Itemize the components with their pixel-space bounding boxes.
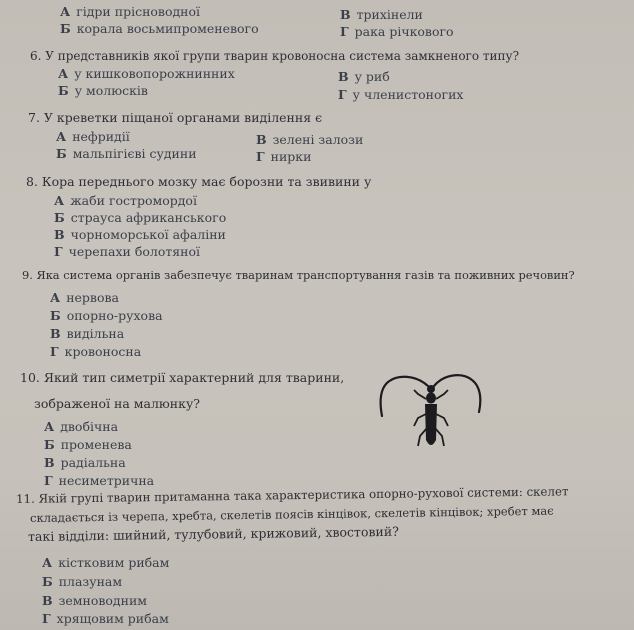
beetle-head — [427, 385, 435, 393]
beetle-leg — [418, 428, 427, 446]
option-letter: Б — [42, 574, 53, 589]
option-text: несиметрична — [58, 473, 155, 488]
q10-option-b — [44, 439, 132, 452]
option-text: у кишковопорожнинних — [74, 66, 235, 81]
option-letter: Б — [54, 210, 65, 225]
option-letter: В — [256, 132, 267, 147]
option-text: кровоносна — [64, 344, 142, 359]
option-text: жаби гостромордої — [70, 193, 197, 208]
option-text: рака річкового — [354, 24, 454, 39]
question-6: 6. У представників якої групи тварин кровоносна система замкненого типу? — [30, 49, 520, 63]
q9-option-v — [50, 328, 124, 341]
question-11-line-2: складається із черепа, хребта, скелетів поясів кінцівок, скелетів кінцівок; хребет має — [29, 503, 554, 525]
option-letter: Б — [56, 146, 67, 161]
option-letter: Г — [338, 87, 347, 102]
q9-option-g — [50, 346, 141, 359]
option-letter: А — [54, 193, 65, 208]
option-text: страуса африканського — [70, 210, 227, 225]
option-letter: Г — [340, 24, 349, 39]
option-text: у риб — [354, 69, 390, 84]
option-letter: А — [50, 290, 61, 305]
beetle-leg — [414, 390, 426, 399]
beetle-leg — [414, 414, 426, 426]
question-10-line-2: зображеної на малюнку? — [34, 396, 201, 411]
option-letter: А — [60, 4, 71, 19]
option-letter: Б — [58, 83, 69, 98]
q9-option-b — [50, 310, 163, 323]
option-letter: Г — [50, 344, 59, 359]
beetle-illustration — [376, 370, 486, 460]
q11-option-b — [42, 576, 122, 589]
option-text: у членистоногих — [352, 87, 464, 102]
option-text: нефридії — [72, 129, 130, 144]
option-letter: Г — [256, 149, 265, 164]
option-text: зелені залози — [272, 132, 364, 147]
option-letter: В — [44, 455, 55, 470]
question-11-line-1: 11. Якій групі тварин притаманна така характеристика опорно-рухової системи: скелет — [15, 484, 569, 506]
q7-option-v — [256, 134, 363, 147]
q6-option-v — [338, 71, 390, 84]
option-letter: В — [338, 69, 349, 84]
option-text: у молюсків — [74, 83, 148, 98]
option-text: променева — [60, 437, 132, 452]
option-letter: Б — [44, 437, 55, 452]
option-letter: Г — [44, 473, 53, 488]
option-letter: Б — [50, 308, 61, 323]
option-text: опорно-рухова — [66, 308, 163, 323]
top-option-b — [60, 23, 259, 36]
question-9: 9. Яка система органів забезпечує тваринам транспортування газів та поживних речовин? — [22, 268, 575, 282]
option-letter: А — [58, 66, 69, 81]
option-letter: А — [56, 129, 67, 144]
top-option-a — [60, 6, 200, 19]
q8-option-v — [54, 229, 226, 242]
option-letter: Г — [54, 244, 63, 259]
q8-option-b — [54, 212, 226, 225]
option-letter: В — [54, 227, 65, 242]
top-option-g — [340, 26, 454, 39]
beetle-leg — [436, 390, 448, 399]
option-letter: А — [44, 419, 55, 434]
option-text: чорноморської афаліни — [70, 227, 226, 242]
top-option-v — [340, 9, 423, 22]
q6-option-b — [58, 85, 148, 98]
option-text: видільна — [66, 326, 125, 341]
q7-option-a — [56, 131, 130, 144]
q10-option-a — [44, 421, 118, 434]
beetle-leg — [436, 414, 448, 426]
q11-option-v — [42, 595, 147, 608]
option-text: радіальна — [60, 455, 126, 470]
option-text: черепахи болотяної — [68, 244, 201, 259]
question-8: 8. Кора переднього мозку має борозни та звивини у — [26, 174, 372, 189]
q8-option-a — [54, 195, 197, 208]
option-letter: Б — [60, 21, 71, 36]
option-text: мальпігієві судини — [72, 146, 197, 161]
q11-option-a — [42, 557, 169, 570]
q7-option-b — [56, 148, 197, 161]
q11-option-g — [42, 613, 169, 626]
option-text: нервова — [66, 290, 119, 305]
option-text: земноводним — [58, 593, 148, 608]
option-letter: В — [340, 7, 351, 22]
question-11-line-3: такі відділи: шийний, тулубовий, крижовий, хвостовий? — [27, 523, 399, 544]
beetle-thorax — [426, 393, 436, 404]
q8-option-g — [54, 246, 200, 259]
option-letter: А — [42, 555, 53, 570]
beetle-leg — [435, 428, 444, 446]
q10-option-g — [44, 475, 154, 488]
question-10-line-1: 10. Який тип симетрії характерний для тварини, — [20, 370, 345, 385]
q6-option-a — [58, 68, 235, 81]
q10-option-v — [44, 457, 126, 470]
option-text: корала восьмипроменевого — [76, 21, 259, 36]
option-text: хрящовим рибам — [56, 611, 169, 626]
q7-option-g — [256, 151, 311, 164]
q9-option-a — [50, 292, 119, 305]
option-letter: В — [42, 593, 53, 608]
option-text: двобічна — [60, 419, 119, 434]
option-text: гідри прісноводної — [76, 4, 201, 19]
option-letter: В — [50, 326, 61, 341]
option-letter: Г — [42, 611, 51, 626]
right-antenna — [434, 375, 480, 412]
option-text: плазунам — [58, 574, 123, 589]
question-7: 7. У креветки піщаної органами виділення є — [28, 110, 323, 125]
option-text: кістковим рибам — [58, 555, 170, 570]
option-text: трихінели — [356, 7, 423, 22]
option-text: нирки — [270, 149, 312, 164]
beetle-body — [425, 404, 437, 445]
q6-option-g — [338, 89, 463, 102]
